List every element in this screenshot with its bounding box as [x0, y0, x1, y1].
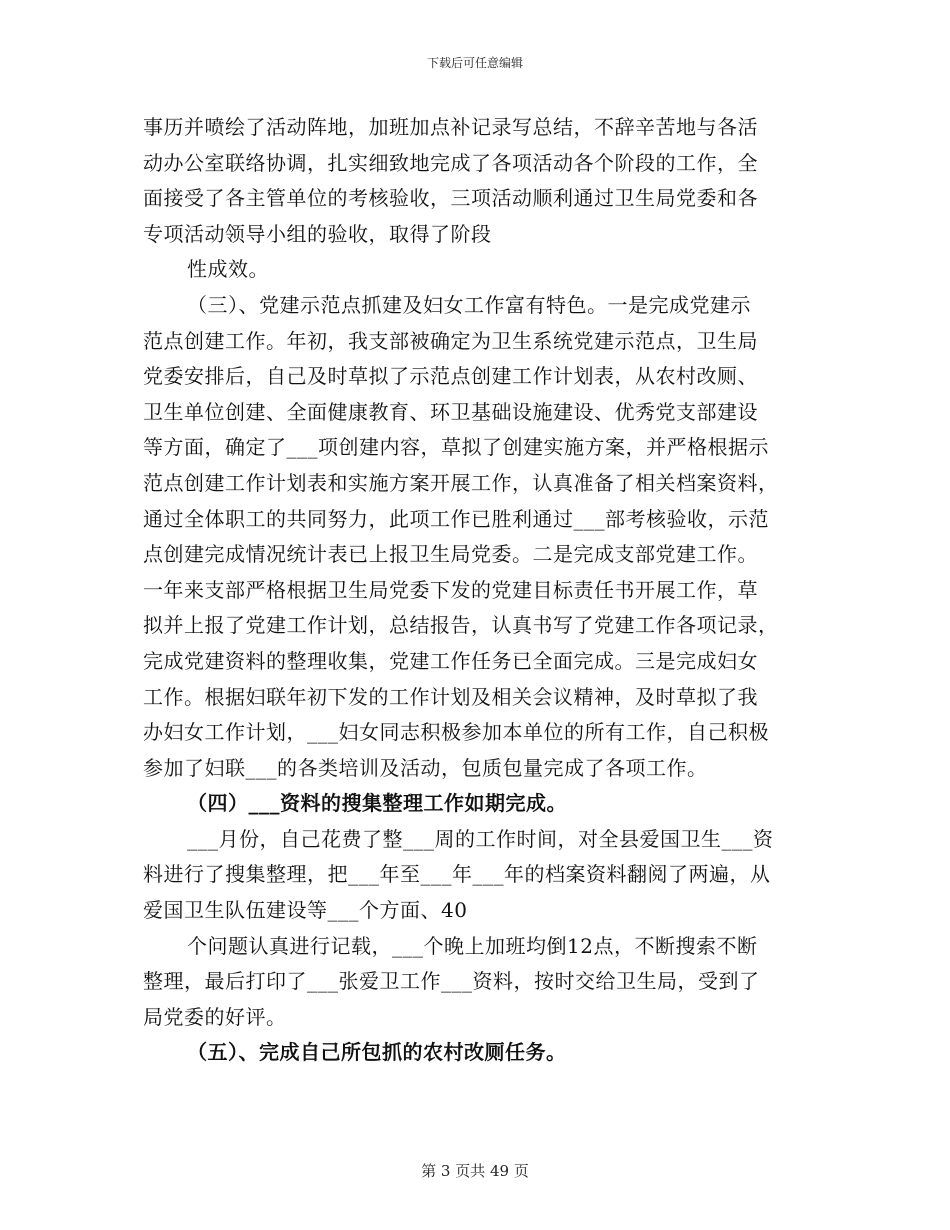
text-line: 性成效。 [187, 257, 269, 282]
text-line: 工作。根据妇联年初下发的工作计划及相关会议精神，及时草拟了我 [143, 684, 758, 709]
page-footer: 第 3 页共 49 页 [421, 1162, 529, 1180]
text-line: 等方面，确定了___项创建内容，草拟了创建实施方案，并严格根据示 [143, 435, 769, 460]
text-line: ___月份，自己花费了整___周的工作时间，对全县爱国卫生___资 [187, 826, 774, 851]
text-line: 范点创建工作计划表和实施方案开展工作，认真准备了相关档案资料， [143, 470, 779, 495]
text-line: 通过全体职工的共同努力，此项工作已胜利通过___部考核验收，示范 [143, 506, 769, 531]
text-line: 一年来支部严格根据卫生局党委下发的党建目标责任书开展工作，草 [143, 577, 758, 602]
body-text [143, 110, 807, 1071]
text-line: 动办公室联络协调，扎实细致地完成了各项活动各个阶段的工作，全 [143, 150, 758, 175]
text-line: 料进行了搜集整理，把___年至___年___年的档案资料翻阅了两遍，从 [143, 862, 771, 887]
page-header: 下载后可任意编辑 [426, 56, 523, 70]
text-line: 完成党建资料的整理收集，党建工作任务已全面完成。三是完成妇女 [143, 648, 758, 673]
text-line: 参加了妇联___的各类培训及活动，包质包量完成了各项工作。 [143, 755, 708, 780]
text-line: 事历并喷绘了活动阵地，加班加点补记录写总结，不辞辛苦地与各活 [143, 115, 758, 139]
section-4-heading: （四）___资料的搜集整理工作如期完成。 [187, 791, 567, 816]
text-line: 局党委的好评。 [143, 1004, 287, 1029]
text-line: 专项活动领导小组的验收，取得了阶段 [143, 221, 492, 246]
text-line: 办妇女工作计划，___妇女同志积极参加本单位的所有工作，自己积极 [143, 720, 769, 745]
text-line: 范点创建工作。年初，我支部被确定为卫生系统党建示范点，卫生局 [143, 328, 758, 353]
text-line: 点创建完成情况统计表已上报卫生局党委。二是完成支部党建工作。 [143, 542, 758, 567]
text-line: 卫生单位创建、全面健康教育、环卫基础设施建设、优秀党支部建设 [143, 399, 758, 424]
text-line: 面接受了各主管单位的考核验收，三项活动顺利通过卫生局党委和各 [143, 186, 758, 211]
text-line: 拟并上报了党建工作计划，总结报告，认真书写了党建工作各项记录， [143, 613, 779, 638]
text-line: 个问题认真进行记载，___个晚上加班均倒12点，不断搜索不断 [187, 933, 758, 958]
section-3-heading-line: （三）、党建示范点抓建及妇女工作富有特色。一是完成党建示 [187, 292, 751, 317]
text-line: 爱国卫生队伍建设等___个方面、40 [143, 898, 468, 923]
text-line: 整理，最后打印了___张爱卫工作___资料，按时交给卫生局，受到了 [143, 969, 760, 994]
section-5-heading: （五）、完成自己所包抓的农村改厕任务。 [187, 1040, 567, 1065]
text-line: 党委安排后，自己及时草拟了示范点创建工作计划表，从农村改厕、 [143, 364, 758, 389]
